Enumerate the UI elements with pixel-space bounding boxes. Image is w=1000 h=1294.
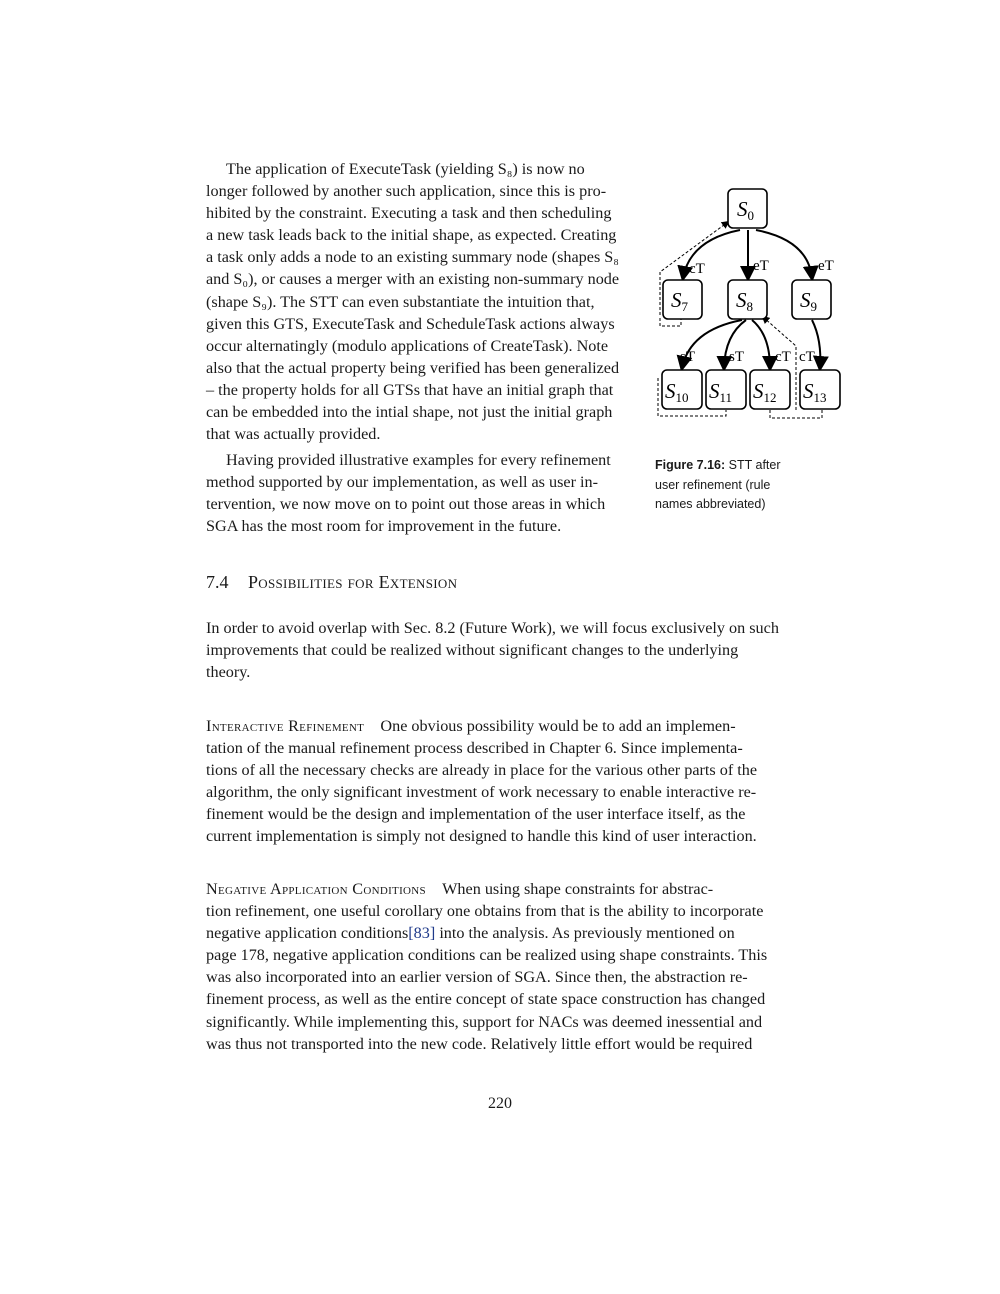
- svg-text:S0: S0: [737, 197, 754, 223]
- text-line: and S₀), or causes a merger with an existing non-summary node: [206, 270, 620, 289]
- caption-text: user refinement (rule: [655, 477, 771, 492]
- text-line: improvements that could be realized without significant changes to the underlying: [206, 641, 739, 660]
- text-line: given this GTS, ExecuteTask and ScheduleTask actions always: [206, 314, 615, 333]
- text-line: The application of ExecuteTask (yielding S₈) is now no: [226, 160, 585, 178]
- node-s0: [728, 189, 767, 228]
- text-line: hibited by the constraint. Executing a task and then scheduling: [206, 204, 612, 223]
- section-title: Possibilities for Extension: [248, 572, 458, 592]
- node-s8: [728, 280, 767, 319]
- paragraph-stt-discussion: [206, 158, 619, 445]
- paragraph-nacs: [206, 878, 767, 1055]
- text-line: algorithm, the only significant investment of work necessary to enable interactive re-: [206, 783, 757, 802]
- text-line: also that the actual property being verified has been generalized: [206, 358, 620, 377]
- edge-label-s0-s7: cT: [689, 261, 705, 277]
- paragraph-transition: [206, 449, 611, 537]
- node-s11: [706, 370, 746, 409]
- paragraph-intro: [206, 617, 779, 683]
- text-line: tervention, we now move on to point out those areas in which: [206, 495, 606, 514]
- edge-s8-s12: [752, 320, 770, 368]
- run-in-heading: Interactive Refinement: [206, 717, 365, 735]
- node-s12: [750, 370, 790, 409]
- run-in-heading: Negative Application Conditions: [206, 880, 426, 898]
- text-span: negative application conditions: [206, 924, 409, 943]
- edge-label-s8-s12: cT: [775, 349, 791, 365]
- text-span: When using shape constraints for abstrac-: [442, 880, 714, 898]
- section-number: 7.4: [206, 572, 229, 592]
- text-line: method supported by our implementation, as well as user in-: [206, 473, 599, 492]
- citation-link[interactable]: [83]: [408, 924, 436, 943]
- stt-figure: [650, 180, 850, 430]
- text-line: a task only adds a node to an existing summary node (shapes S₈: [206, 248, 619, 267]
- svg-text:S10: S10: [665, 379, 689, 405]
- text-line: tion refinement, one useful corollary one obtains from that is the ability to incorporate: [206, 902, 764, 921]
- node-s9: [792, 280, 831, 319]
- text-line: (shape S₉). The STT can even substantiate the intuition that,: [206, 292, 595, 311]
- text-line: – the property holds for all GTSs that have an initial graph that: [206, 380, 614, 399]
- text-line: page 178, negative application conditions can be realized using shape constraints. This: [206, 946, 768, 965]
- svg-text:S12: S12: [753, 379, 777, 405]
- svg-text:S13: S13: [803, 379, 827, 405]
- edge-label-s8-s10: sT: [680, 349, 695, 365]
- text-line: finement would be the design and implementation of the user interface itself, as the: [206, 805, 746, 824]
- text-line: theory.: [206, 663, 251, 682]
- caption-text: names abbreviated): [655, 497, 766, 511]
- text-line: longer followed by another such application, since this is pro-: [206, 182, 607, 201]
- svg-text:S9: S9: [800, 288, 817, 314]
- text-line: current implementation is simply not designed to handle this kind of user interaction.: [206, 827, 757, 846]
- figure-caption: [655, 456, 805, 515]
- text-line: significantly. While implementing this, support for NACs was deemed inessential and: [206, 1012, 763, 1031]
- caption-label: Figure 7.16:: [655, 458, 726, 472]
- page-number: 220: [488, 1095, 512, 1112]
- svg-text:S7: S7: [671, 288, 688, 314]
- text-span: One obvious possibility would be to add an implemen-: [380, 717, 736, 735]
- edge-label-s0-s8: eT: [753, 258, 769, 274]
- text-line: Having provided illustrative examples for every refinement: [226, 451, 611, 469]
- text-line: tions of all the necessary checks are already in place for the various other parts of the: [206, 761, 758, 780]
- text-line: was also incorporated into an earlier version of SGA. Since then, the abstraction re-: [206, 968, 748, 987]
- section-heading: [206, 572, 457, 593]
- text-line: In order to avoid overlap with Sec. 8.2 (Future Work), we will focus exclusively on such: [206, 619, 779, 637]
- text-line: was thus not transported into the new code. Relatively little effort would be required: [206, 1034, 753, 1053]
- svg-text:S8: S8: [736, 288, 753, 314]
- node-s13: [800, 370, 840, 409]
- text-span: into the analysis. As previously mentioned on: [435, 924, 735, 943]
- text-line: SGA has the most room for improvement in the future.: [206, 517, 562, 536]
- text-line: can be embedded into the intial shape, not just the initial graph: [206, 403, 613, 422]
- edge-label-s9-s13: cT: [799, 349, 815, 365]
- text-line: that was actually provided.: [206, 425, 381, 444]
- text-line: finement process, as well as the entire concept of state space construction has changed: [206, 990, 766, 1009]
- summary-group-s13: [770, 410, 822, 418]
- edge-label-s0-s9: eT: [818, 258, 834, 274]
- text-line: tation of the manual refinement process described in Chapter 6. Since implementa-: [206, 739, 743, 758]
- text-line: occur alternatingly (modulo applications of CreateTask). Note: [206, 336, 609, 355]
- text-line: a new task leads back to the initial shape, as expected. Creating: [206, 226, 617, 245]
- svg-text:S11: S11: [709, 379, 733, 405]
- edge-label-s8-s11: sT: [729, 349, 744, 365]
- node-s10: [662, 370, 702, 409]
- paragraph-interactive-refinement: [206, 715, 757, 848]
- node-s7: [663, 280, 702, 319]
- caption-text: STT after: [728, 458, 781, 472]
